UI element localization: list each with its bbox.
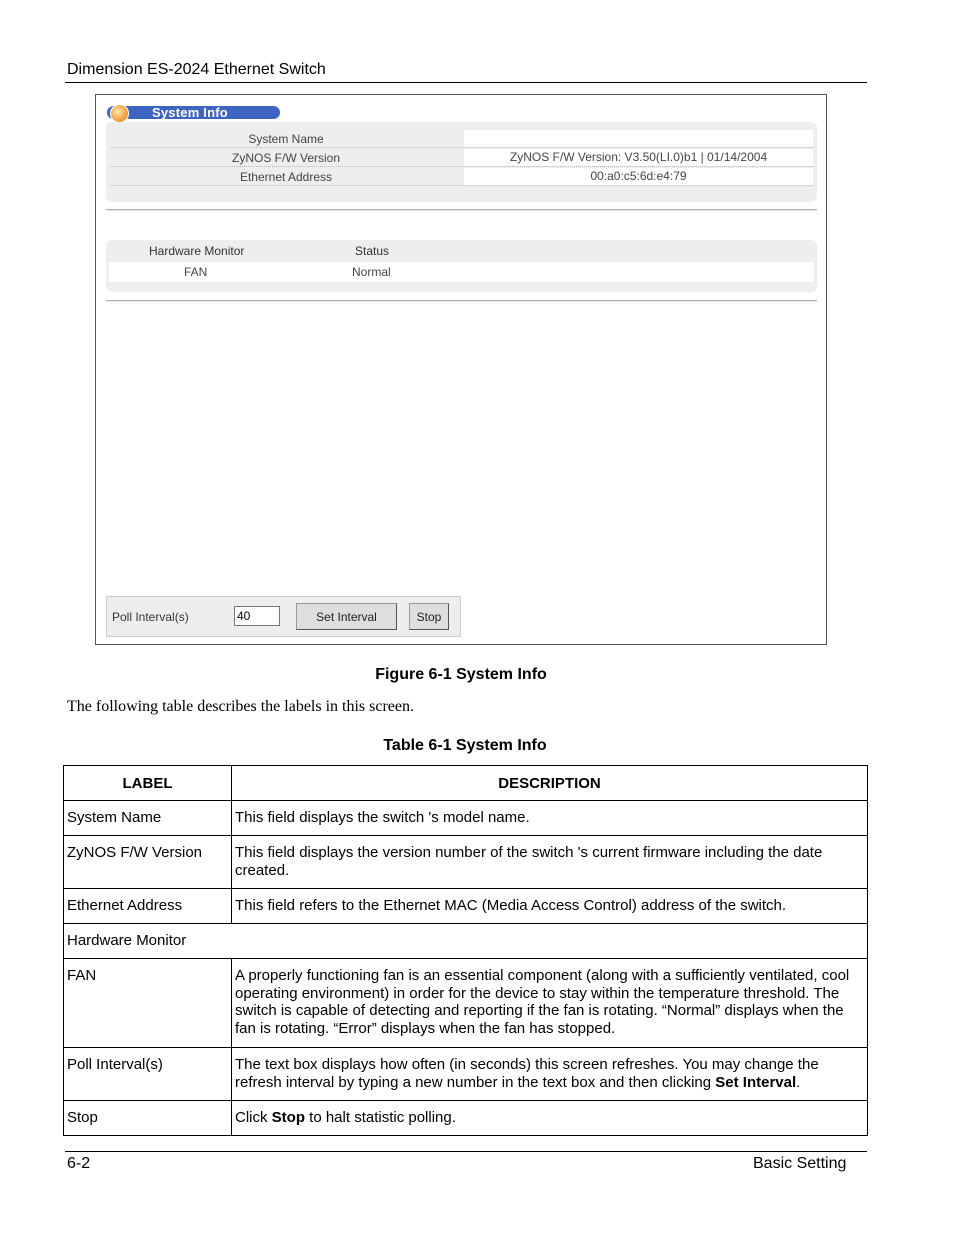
table-row <box>64 1101 868 1136</box>
firmware-version-label: ZyNOS F/W Version <box>231 151 341 165</box>
table-row <box>64 959 868 1048</box>
row-label: FAN <box>64 959 232 1048</box>
divider <box>106 209 817 211</box>
table-section-row <box>64 924 868 959</box>
stop-button[interactable]: Stop <box>409 603 449 630</box>
firmware-version-value: ZyNOS F/W Version: V3.50(LI.0)b1 | 01/14/2004 <box>464 149 813 166</box>
hardware-monitor-panel <box>106 240 817 292</box>
row-label: Poll Interval(s) <box>64 1048 232 1101</box>
fan-row <box>109 262 814 282</box>
row-description: This field displays the version number of the switch 's current firmware including the date created. <box>232 836 868 889</box>
section-label: Hardware Monitor <box>64 924 868 959</box>
firmware-version-row <box>110 149 813 167</box>
poll-interval-panel <box>106 596 461 637</box>
row-description: This field displays the switch 's model name. <box>232 801 868 836</box>
fan-status: Normal <box>352 265 391 279</box>
row-description: This field refers to the Ethernet MAC (Media Access Control) address of the switch. <box>232 889 868 924</box>
row-description: A properly functioning fan is an essential component (along with a sufficiently ventilated, cool operating environment) in order for the device to stay within the temperature threshold. The switch is capable of detecting and reporting if the fan is rotating. “Normal” displays when the fan is rotating. “Error” displays when the fan has stopped. <box>232 959 868 1048</box>
status-header: Status <box>355 244 390 258</box>
system-name-value <box>464 130 813 147</box>
figure-caption: Figure 6-1 System Info <box>375 666 547 683</box>
page-header: Dimension ES-2024 Ethernet Switch <box>67 61 326 78</box>
orange-orb-icon <box>110 104 129 123</box>
ethernet-address-label: Ethernet Address <box>239 170 333 184</box>
description-text: Click <box>235 1109 272 1126</box>
system-info-screenshot <box>95 94 827 645</box>
fan-label: FAN <box>184 265 208 279</box>
table-caption: Table 6-1 System Info <box>383 737 547 754</box>
hardware-monitor-header: Hardware Monitor <box>149 244 245 258</box>
divider <box>106 300 817 302</box>
system-info-panel <box>106 122 817 202</box>
poll-interval-label: Poll Interval(s) <box>112 610 189 624</box>
screen-title: System Info <box>152 105 228 120</box>
table-row <box>64 1048 868 1101</box>
system-name-row <box>110 130 813 148</box>
table-header-row <box>64 766 868 801</box>
row-label: System Name <box>64 801 232 836</box>
row-label: Ethernet Address <box>64 889 232 924</box>
table-row <box>64 836 868 889</box>
intro-text: The following table describes the labels in this screen. <box>67 698 415 715</box>
row-description <box>232 1048 868 1101</box>
description-text: to halt statistic polling. <box>305 1109 456 1126</box>
page-number: 6-2 <box>67 1155 91 1172</box>
footer-rule <box>65 1151 867 1152</box>
row-description <box>232 1101 868 1136</box>
label-column-header: LABEL <box>64 766 232 801</box>
system-name-label: System Name <box>248 132 324 146</box>
header-rule <box>65 82 867 83</box>
row-label: ZyNOS F/W Version <box>64 836 232 889</box>
description-table <box>63 765 868 1136</box>
description-text: The text box displays how often (in seconds) this screen refreshes. You may change the refresh interval by typing a new number in the text box and then clicking <box>235 1056 819 1091</box>
description-column-header: DESCRIPTION <box>232 766 868 801</box>
ethernet-address-row <box>110 168 813 186</box>
description-text: . <box>796 1073 801 1091</box>
row-label: Stop <box>64 1101 232 1136</box>
description-bold-text: Stop <box>271 1109 305 1126</box>
table-row <box>64 889 868 924</box>
ethernet-address-value: 00:a0:c5:6d:e4:79 <box>464 168 813 185</box>
chapter-name: Basic Setting <box>753 1155 847 1172</box>
set-interval-button[interactable]: Set Interval <box>296 603 397 630</box>
poll-interval-input[interactable] <box>234 606 280 626</box>
description-bold-text: Set Interval <box>715 1073 797 1091</box>
table-row <box>64 801 868 836</box>
